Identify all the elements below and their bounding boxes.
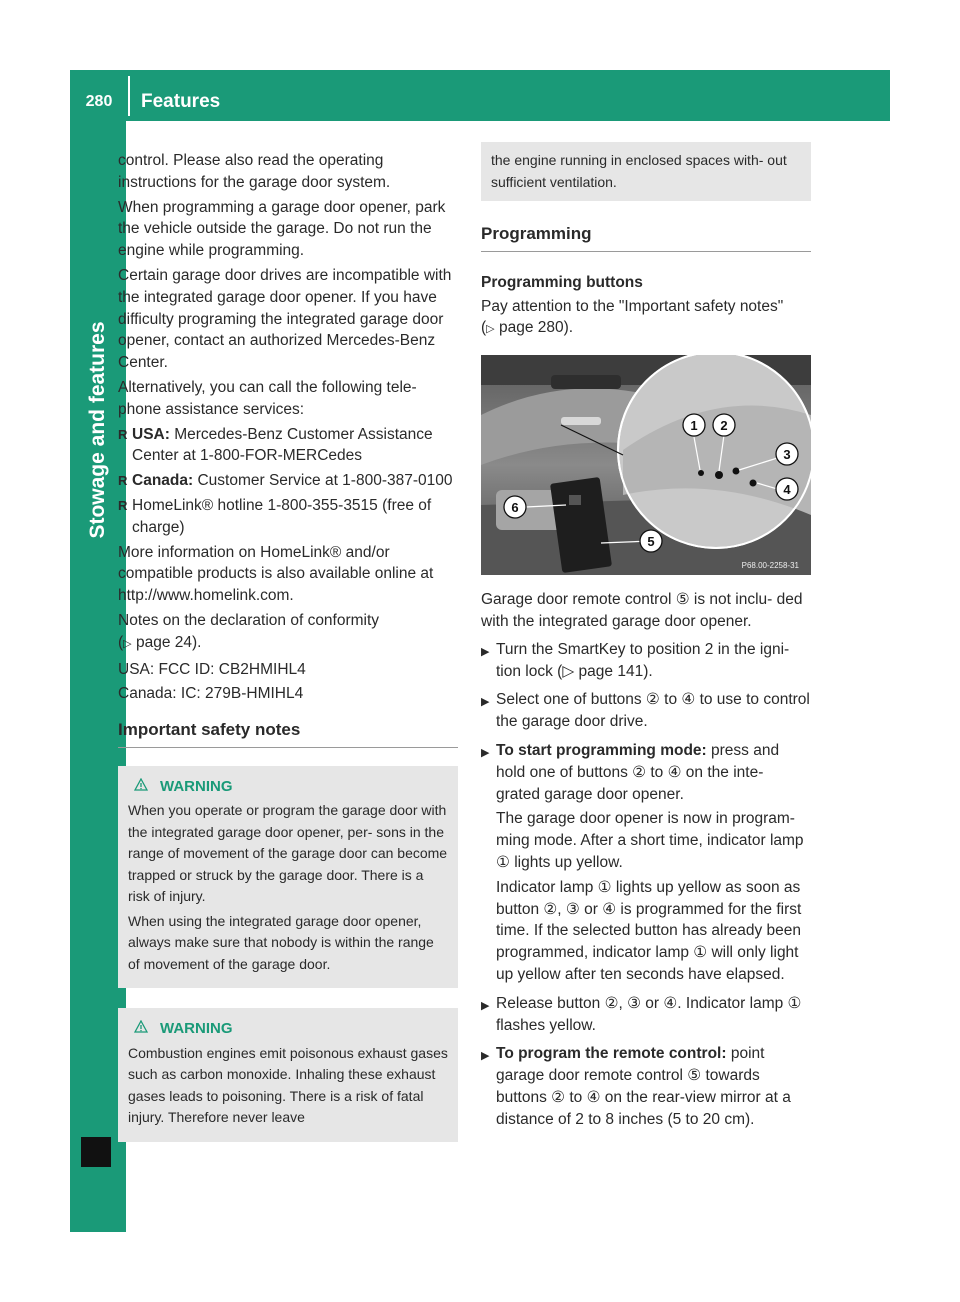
list-item-body: Mercedes-Benz Customer Assistance Center at 1-800-FOR-MERCedes — [132, 425, 433, 465]
list-item-body: HomeLink® hotline 1-800-355-3515 (free of charge) — [132, 496, 432, 536]
step-result: The garage door opener is now in program- ming mode. After a short time, indicator lamp ① lights up yellow. — [496, 810, 804, 871]
paragraph: USA: FCC ID: CB2HMIHL4 — [118, 660, 306, 678]
paragraph: control. Please also read the operating instructions for the garage door system. — [118, 152, 391, 191]
step-body: Select one of buttons ② to ④ to use to control the garage door drive. — [496, 691, 810, 731]
step-item — [481, 639, 811, 686]
step-result: Indicator lamp ① lights up yellow as soon as button ②, ③ or ④ is programmed for the first time. If the selected button has already been programmed, indicator lamp ① will only light up yellow after ten seconds have elapsed. — [496, 878, 802, 983]
paragraph: Canada: IC: 279B-HMIHL4 — [118, 685, 304, 703]
heading-programming: Programming — [481, 223, 811, 252]
warning-continuation — [481, 142, 811, 201]
step-text — [496, 689, 811, 733]
list-item-text — [132, 470, 453, 492]
header-divider — [128, 76, 130, 116]
callout-5 — [640, 530, 662, 552]
callout-4 — [776, 478, 798, 500]
paragraph: More information on HomeLink® and/or compatible products is also available online at http://www.homelink.com. — [118, 543, 434, 605]
page-number: 280 — [85, 93, 113, 110]
callout-1 — [683, 414, 705, 436]
step-item — [481, 740, 811, 989]
list-item-label: Canada: — [132, 472, 194, 490]
step-body: point garage door remote control ⑤ towards buttons ② to ④ on the rear-view mirror at a distance of 2 to 8 inches (5 to 20 cm). — [496, 1045, 791, 1128]
callout-2 — [713, 414, 735, 436]
step-arrow-icon: ▶ — [481, 696, 490, 709]
step-text — [496, 1043, 811, 1130]
callout-3-label: 3 — [783, 447, 791, 463]
heading-important-safety-notes: Important safety notes — [118, 719, 458, 748]
list-item-text — [132, 424, 458, 468]
left-column — [118, 150, 458, 1160]
warning-box — [118, 1008, 458, 1142]
bullet-icon: R — [118, 473, 128, 489]
paragraph: Certain garage door drives are incompatible with the integrated garage door opener. If you have difficulty programing the integrated garage door opener, contact an authorized Mercedes-Benz Center. — [118, 266, 452, 372]
list-item — [118, 495, 458, 539]
list-item-label: USA: — [132, 425, 170, 443]
paragraph-text: Pay attention to the "Important safety notes" — [481, 297, 784, 315]
heading-programming-buttons: Programming buttons — [481, 273, 643, 291]
callout-6-label: 6 — [511, 500, 519, 516]
photo-code: P68.00-2258-31 — [741, 561, 799, 571]
page-reference[interactable]: page 280). — [498, 319, 574, 337]
page-ref-icon: ▷ — [123, 637, 132, 650]
step-arrow-icon: ▶ — [481, 999, 490, 1012]
step-bold: To start programming mode: — [496, 741, 707, 759]
callout-5-label: 5 — [647, 534, 655, 550]
list-item — [118, 470, 458, 492]
step-text — [496, 993, 811, 1037]
bullet-icon: R — [118, 426, 128, 442]
paragraph-text: Notes on the declaration of conformity — [118, 611, 380, 629]
paragraph: Notes on the declaration of conformity (▷ page 24). — [118, 611, 380, 651]
warning-box — [118, 766, 458, 989]
list-item — [118, 424, 458, 468]
paragraph: When programming a garage door opener, park the vehicle outside the garage. Do not run the engine while programming. — [118, 198, 446, 260]
step-arrow-icon: ▶ — [481, 645, 490, 658]
step-body: Release button ②, ③ or ④. Indicator lamp ① flashes yellow. — [496, 994, 802, 1034]
sidebar-marker — [81, 1137, 111, 1167]
step-arrow-icon: ▶ — [481, 1050, 490, 1063]
bullet-icon: R — [118, 497, 128, 513]
paragraph: Pay attention to the "Important safety notes" (▷ page 280). — [481, 297, 784, 337]
step-text — [496, 639, 811, 683]
callout-2-label: 2 — [720, 418, 728, 434]
step-text — [496, 740, 811, 805]
mirror-illustration — [481, 355, 811, 575]
warning-title — [128, 1018, 448, 1040]
paragraph: Alternatively, you can call the following tele- phone assistance services: — [118, 378, 417, 418]
right-column — [481, 150, 811, 1138]
page-reference[interactable]: page 24). — [135, 633, 202, 651]
callout-6 — [504, 496, 526, 518]
step-arrow-icon: ▶ — [481, 746, 490, 759]
warning-triangle-icon — [134, 776, 148, 798]
callout-1-label: 1 — [690, 418, 698, 434]
paragraph: Garage door remote control ⑤ is not inclu- ded with the integrated garage door opener. — [481, 591, 803, 630]
callout-3 — [776, 443, 798, 465]
warning-label: WARNING — [160, 1020, 233, 1038]
warning-triangle-icon — [134, 1018, 148, 1040]
warning-text: When you operate or program the garage door with the integrated garage door opener, per- sons in the range of movement of the garage door can become trapped or struck by the garage door. There is a risk of injury. — [128, 802, 448, 905]
sidebar-label: Stowage and features — [86, 321, 109, 539]
step-bold: To program the remote control: — [496, 1045, 727, 1063]
page-ref-icon: ▷ — [486, 323, 495, 336]
warning-text: Combustion engines emit poisonous exhaust gases such as carbon monoxide. Inhaling these exhaust gases leads to poisoning. There is a risk of fatal injury. Therefore never leave — [128, 1044, 448, 1126]
warning-text: the engine running in enclosed spaces with- out sufficient ventilation. — [491, 152, 787, 190]
warning-label: WARNING — [160, 777, 233, 795]
list-item-body: Customer Service at 1-800-387-0100 — [193, 472, 453, 490]
warning-title — [128, 776, 448, 798]
step-item — [481, 1043, 811, 1133]
warning-text: When using the integrated garage door opener, always make sure that nobody is within the range of movement of the garage door. — [128, 912, 434, 972]
callout-4-label: 4 — [783, 482, 791, 498]
step-item — [481, 689, 811, 736]
step-body: Turn the SmartKey to position 2 in the igni- tion lock (▷ page 141). — [496, 640, 790, 680]
step-item — [481, 993, 811, 1040]
mirror-photo — [481, 355, 811, 575]
section-title: Features — [141, 91, 221, 112]
step-body: press and hold one of buttons ② to ④ on the inte- grated garage door opener. — [496, 741, 780, 803]
